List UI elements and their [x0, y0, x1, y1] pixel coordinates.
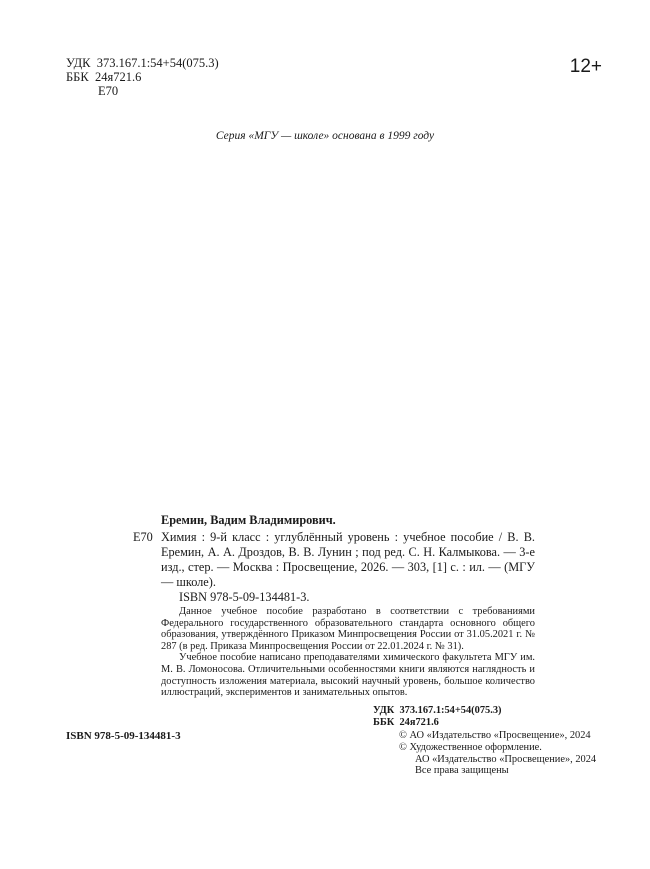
copyright-line-1: © АО «Издательство «Просвещение», 2024 — [399, 730, 591, 741]
classification-codes — [66, 56, 219, 98]
card-body — [133, 530, 535, 590]
card-author-mark: Е70 — [133, 530, 153, 544]
author-mark: Е70 — [98, 84, 119, 98]
age-rating: 12+ — [569, 56, 602, 77]
card-isbn: ISBN 978-5-09-134481-3. — [179, 590, 310, 604]
footer-isbn: ISBN 978-5-09-134481-3 — [66, 730, 181, 742]
card-codes — [133, 705, 535, 729]
copyright-line-4: Все права защищены — [415, 765, 509, 777]
udk-code: УДК 373.167.1:54+54(075.3) — [66, 56, 219, 70]
card-annotation — [133, 606, 535, 699]
series-note: Серия «МГУ — школе» основана в 1999 году — [215, 130, 435, 142]
annotation-paragraph-2: Учебное пособие написано преподавателями химического факультета МГУ им. М. В. Ломоносова. Отличительными особенностями книги являются наглядность и доступность изложения материала, высокий научный уровень, большое количество иллюстраций, экспериментов и занимательных опытов. — [161, 652, 535, 699]
card-author: Еремин, Вадим Владимирович. — [161, 513, 336, 527]
bbk-code: ББК 24я721.6 — [66, 70, 142, 84]
copyright-block — [399, 730, 596, 777]
card-udk: УДК 373.167.1:54+54(075.3) — [373, 704, 502, 716]
copyright-line-2: © Художественное оформление. — [399, 741, 542, 753]
catalog-card — [133, 513, 535, 729]
card-bbk: ББК 24я721.6 — [373, 716, 439, 728]
annotation-paragraph-1: Данное учебное пособие разработано в соответствии с требованиями Федерального государственного образовательного стандарта основного общего образования, утверждённого Приказом Минпросвещения России от 31.05.2021 г. № 287 (в ред. Приказа Минпросвещения России от 22.01.2024 г. № 31). — [161, 606, 535, 652]
card-description: Химия : 9-й класс : углублённый уровень : учебное пособие / В. В. Еремин, А. А. Дроздов, В. В. Лунин ; под ред. С. Н. Калмыкова. — 3-е изд., стер. — Москва : Просвещение, 2026. — 303, [1] с. : ил. — (МГУ — школе). — [161, 530, 535, 589]
copyright-line-3: АО «Издательство «Просвещение», 2024 — [415, 753, 597, 765]
